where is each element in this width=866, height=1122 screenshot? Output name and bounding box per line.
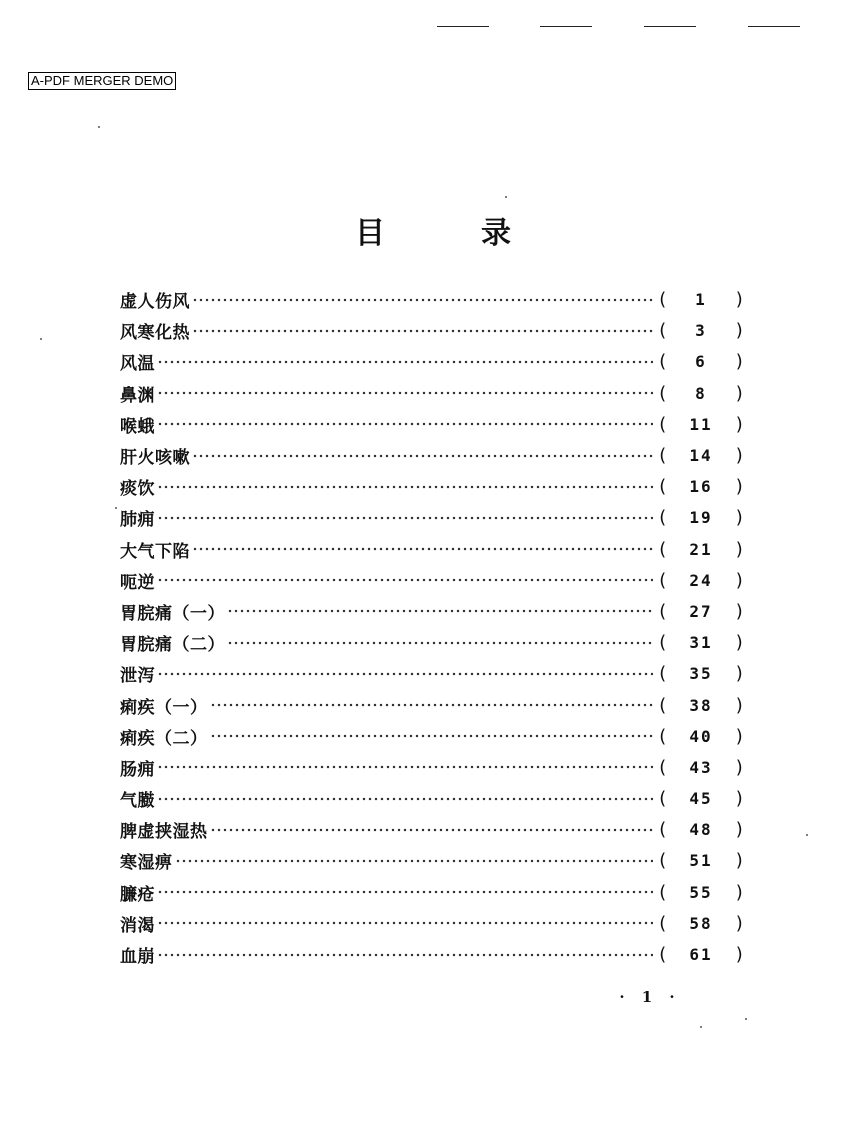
dot-leader [210, 825, 654, 835]
header-rule-1 [437, 26, 489, 27]
dot-leader [227, 638, 653, 648]
toc-entry [120, 783, 745, 814]
scan-speck [700, 1026, 702, 1028]
dot-leader [227, 606, 653, 616]
toc-entry [120, 378, 745, 409]
toc-entry-page: ( 1 ) [657, 289, 745, 311]
toc-entry-page-number: 8 [695, 383, 707, 403]
dot-leader [157, 887, 653, 897]
toc-entry-page-number: 58 [689, 913, 713, 933]
toc-entry [120, 627, 745, 658]
toc-entry [120, 565, 745, 596]
scan-speck [505, 196, 507, 198]
toc-entry [120, 845, 745, 876]
toc-entry [120, 689, 745, 720]
header-rule-2 [540, 26, 592, 27]
dot-leader [157, 513, 653, 523]
toc-entry-page: ( 51 ) [657, 850, 745, 872]
toc-entry-page-number: 27 [689, 601, 713, 621]
toc-entry-page: ( 8 ) [657, 382, 745, 404]
dot-leader [175, 856, 654, 866]
toc-entry-page-number: 1 [695, 290, 707, 310]
toc-entry-title: 肠痈 [120, 759, 155, 780]
toc-entry [120, 284, 745, 315]
toc-entry-title: 呃逆 [120, 572, 155, 593]
toc-entry [120, 939, 745, 970]
toc-entry-title: 风寒化热 [120, 323, 190, 344]
dot-leader [157, 482, 653, 492]
toc-entry-title: 脾虚挟湿热 [120, 822, 208, 843]
dot-leader [157, 762, 653, 772]
dot-leader [210, 731, 654, 741]
toc-entry [120, 440, 745, 471]
toc-entry-page: ( 61 ) [657, 944, 745, 966]
toc-entry [120, 908, 745, 939]
scan-speck [745, 1018, 747, 1020]
toc-entry-page-number: 48 [689, 820, 713, 840]
toc-entry [120, 409, 745, 440]
dot-leader [192, 295, 653, 305]
toc-entry [120, 471, 745, 502]
toc-entry-page: ( 19 ) [657, 507, 745, 529]
toc-entry-page: ( 31 ) [657, 632, 745, 654]
toc-entry-page-number: 45 [689, 789, 713, 809]
toc-entry-title: 痢疾（二） [120, 728, 208, 749]
toc-entry-page: ( 40 ) [657, 725, 745, 747]
toc-entry-page: ( 21 ) [657, 538, 745, 560]
toc-entry-page: ( 14 ) [657, 445, 745, 467]
toc-entry-title: 气臌 [120, 791, 155, 812]
scan-speck [40, 338, 42, 340]
toc-entry [120, 814, 745, 845]
toc-entry [120, 752, 745, 783]
toc-entry-page: ( 58 ) [657, 912, 745, 934]
toc-entry-title: 喉蛾 [120, 416, 155, 437]
dot-leader [157, 388, 653, 398]
toc-entry-title: 痰饮 [120, 479, 155, 500]
dot-leader [157, 419, 653, 429]
toc-entry [120, 658, 745, 689]
header-rule-3 [644, 26, 696, 27]
page-title [0, 212, 866, 256]
toc-entry [120, 534, 745, 565]
toc-entry-title: 寒湿痹 [120, 853, 173, 874]
scan-speck [98, 126, 100, 128]
toc-entry [120, 346, 745, 377]
dot-leader [157, 794, 653, 804]
toc-entry-title: 风温 [120, 354, 155, 375]
toc-entry-page-number: 55 [689, 882, 713, 902]
toc-entry-page: ( 38 ) [657, 694, 745, 716]
toc-entry-page-number: 43 [689, 757, 713, 777]
toc-entry-page-number: 11 [689, 414, 713, 434]
table-of-contents [120, 284, 745, 970]
dot-leader [157, 357, 653, 367]
toc-entry-title: 消渴 [120, 915, 155, 936]
toc-entry [120, 502, 745, 533]
toc-entry-page-number: 14 [689, 446, 713, 466]
toc-entry [120, 721, 745, 752]
toc-entry-page: ( 24 ) [657, 569, 745, 591]
page-number: · 1 · [619, 988, 681, 1006]
toc-entry-title: 胃脘痛（一） [120, 603, 225, 624]
toc-entry-page-number: 51 [689, 851, 713, 871]
toc-entry-page-number: 40 [689, 726, 713, 746]
toc-entry-page-number: 31 [689, 633, 713, 653]
toc-entry-page: ( 3 ) [657, 320, 745, 342]
header-rule-4 [748, 26, 800, 27]
toc-entry-page: ( 27 ) [657, 600, 745, 622]
dot-leader [210, 700, 654, 710]
toc-entry-title: 大气下陷 [120, 541, 190, 562]
toc-entry [120, 596, 745, 627]
toc-entry-title: 臁疮 [120, 884, 155, 905]
toc-entry-page: ( 45 ) [657, 788, 745, 810]
toc-entry-page-number: 6 [695, 352, 707, 372]
toc-entry-page-number: 3 [695, 321, 707, 341]
toc-entry [120, 315, 745, 346]
dot-leader [192, 326, 653, 336]
scan-speck [806, 834, 808, 836]
toc-entry-title: 肝火咳嗽 [120, 448, 190, 469]
toc-entry-page: ( 43 ) [657, 756, 745, 778]
toc-entry-page-number: 35 [689, 664, 713, 684]
dot-leader [157, 950, 653, 960]
toc-entry-page: ( 6 ) [657, 351, 745, 373]
toc-entry-page-number: 16 [689, 477, 713, 497]
toc-entry-page: ( 16 ) [657, 476, 745, 498]
toc-entry-title: 胃脘痛（二） [120, 635, 225, 656]
toc-entry-title: 鼻渊 [120, 385, 155, 406]
dot-leader [157, 918, 653, 928]
toc-entry-page: ( 48 ) [657, 819, 745, 841]
toc-entry-page: ( 11 ) [657, 413, 745, 435]
toc-entry-page-number: 61 [689, 945, 713, 965]
toc-entry-title: 泄泻 [120, 666, 155, 687]
dot-leader [157, 575, 653, 585]
toc-entry-page-number: 19 [689, 508, 713, 528]
toc-entry-page-number: 21 [689, 539, 713, 559]
toc-entry-page-number: 24 [689, 570, 713, 590]
title-char-1: 目 [355, 216, 385, 251]
scan-speck [115, 507, 117, 509]
toc-entry-page: ( 55 ) [657, 881, 745, 903]
toc-entry-title: 肺痈 [120, 510, 155, 531]
toc-entry [120, 877, 745, 908]
toc-entry-page-number: 38 [689, 695, 713, 715]
toc-entry-title: 痢疾（一） [120, 697, 208, 718]
dot-leader [192, 451, 653, 461]
toc-entry-title: 虚人伤风 [120, 292, 190, 313]
title-char-2: 录 [481, 216, 511, 251]
watermark-label: A-PDF MERGER DEMO [28, 72, 176, 90]
toc-entry-title: 血崩 [120, 947, 155, 968]
toc-entry-page: ( 35 ) [657, 663, 745, 685]
dot-leader [157, 669, 653, 679]
dot-leader [192, 544, 653, 554]
